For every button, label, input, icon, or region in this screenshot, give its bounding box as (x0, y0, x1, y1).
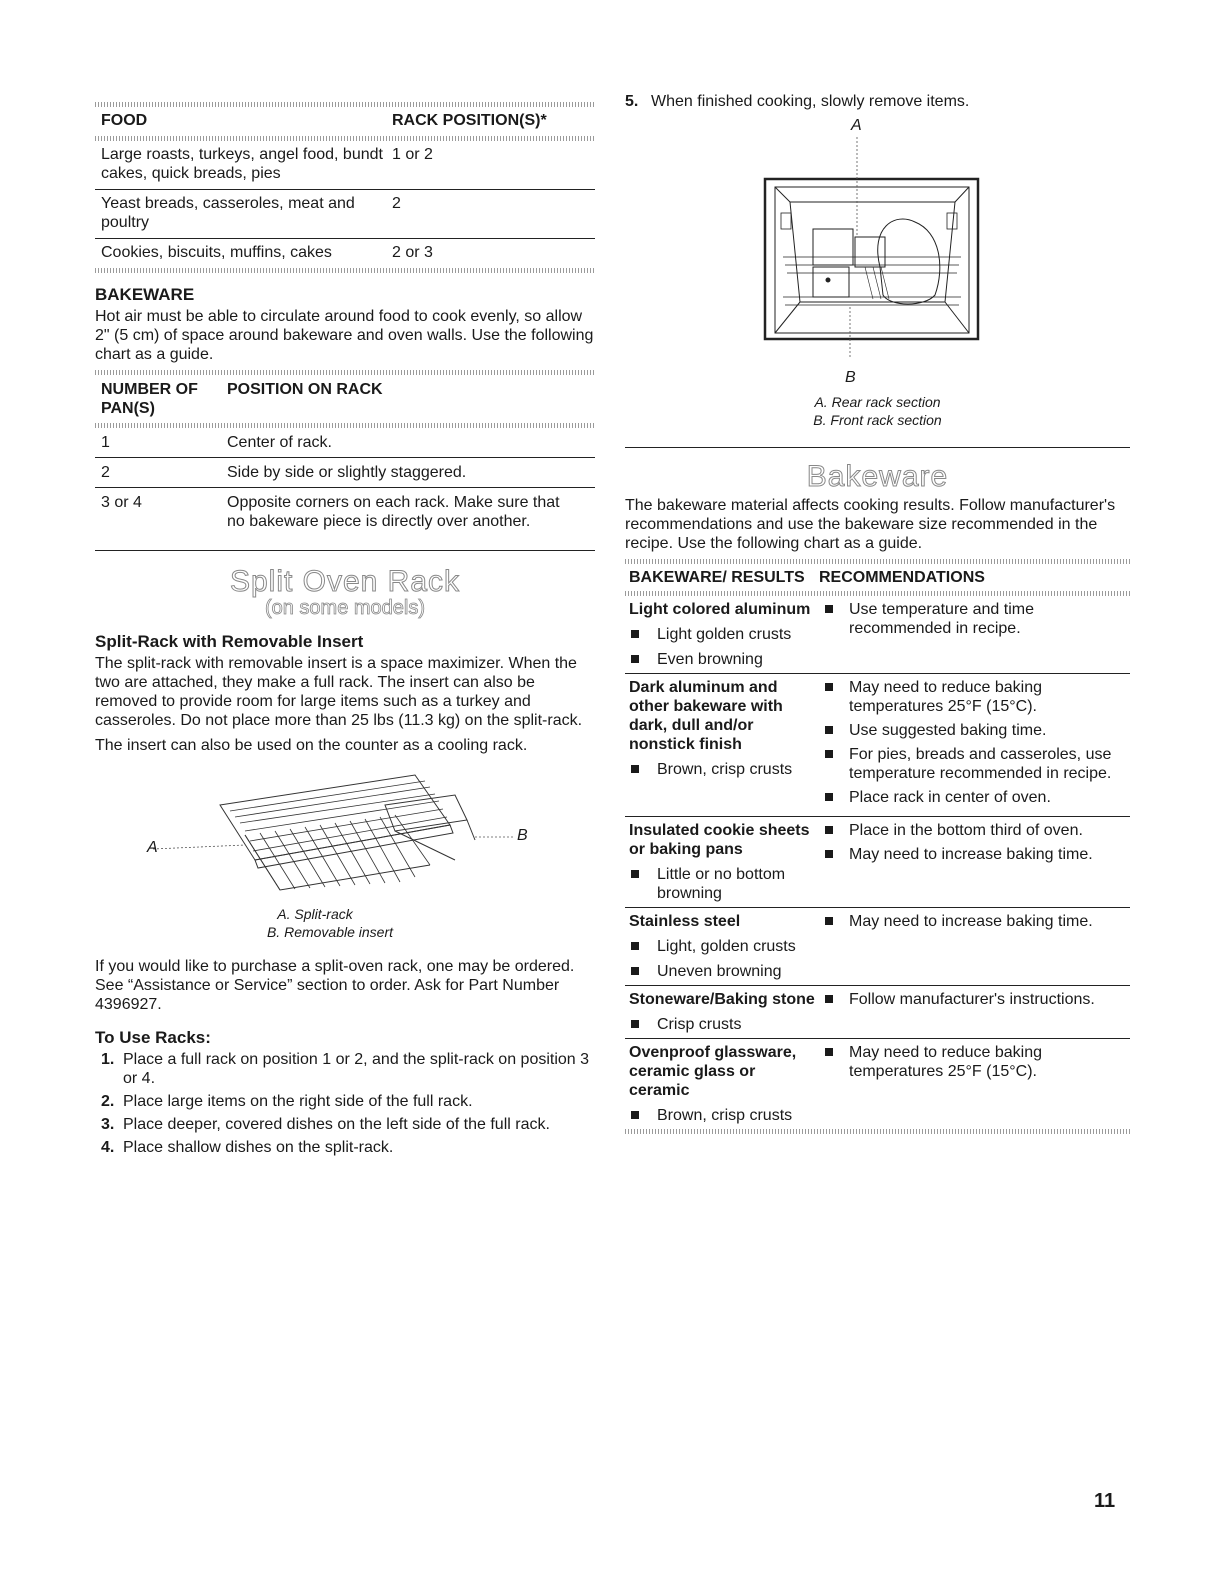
recommendation-bullet: Use temperature and time recommended in recipe. (819, 600, 1130, 638)
list-item (95, 1050, 595, 1088)
rack-position-cell: 2 (386, 190, 595, 239)
result-bullet: Brown, crisp crusts (629, 760, 819, 779)
table-row (625, 817, 1130, 908)
table-row (95, 488, 595, 537)
result-bullet: Little or no bottom browning (629, 865, 819, 903)
table-row (625, 674, 1130, 817)
bakeware-material: Light colored aluminum (629, 601, 811, 618)
table-row (625, 986, 1130, 1039)
split-rack-para-1: The split-rack with removable insert is a space maximizer. When the two are attached, they make a full rack. The insert can also be removed to provide room for large items such as a turkey and casseroles. Do not place more than 25 lbs (11.3 kg) on the split-rack. (95, 655, 583, 729)
table-header-position-on-rack: POSITION ON RACK (227, 381, 383, 398)
step-text: Place deeper, covered dishes on the left side of the full rack. (123, 1116, 550, 1133)
food-cell: Large roasts, turkeys, angel food, bundt cakes, quick breads, pies (95, 141, 386, 190)
bakeware-table-header (625, 564, 1130, 591)
step-number: 2. (101, 1093, 115, 1110)
result-bullet: Brown, crisp crusts (629, 1106, 819, 1125)
result-bullet: Crisp crusts (629, 1015, 819, 1034)
step-number: 4. (101, 1139, 115, 1156)
figure-caption-a: A. Split-rack (277, 906, 353, 922)
list-item (95, 1138, 595, 1157)
table-row (95, 458, 595, 488)
list-item (625, 92, 1130, 111)
bakeware-material: Stoneware/Baking stone (629, 991, 815, 1008)
pan-position-table (95, 375, 595, 423)
position-cell: Side by side or slightly staggered. (221, 458, 595, 488)
figure-label-a: A (147, 839, 158, 856)
table-row (95, 239, 595, 269)
list-item (95, 1092, 595, 1111)
result-bullet: Uneven browning (629, 962, 819, 981)
figure-caption-a: A. Rear rack section (814, 394, 941, 410)
figure-label-a: A (851, 117, 862, 134)
split-rack-title: Split Oven Rack (229, 565, 461, 598)
split-rack-figure (95, 765, 595, 905)
figure-label-b: B (517, 827, 528, 844)
pans-cell: 1 (95, 428, 221, 458)
split-rack-para-2: The insert can also be used on the counter as a cooling rack. (95, 737, 528, 754)
recommendation-bullet: Place rack in center of oven. (819, 788, 1130, 807)
table-header-pans: NUMBER OF PAN(S) (101, 381, 198, 417)
oven-figure (625, 117, 1130, 386)
table-row (95, 141, 595, 190)
recommendation-bullet: Follow manufacturer's instructions. (819, 990, 1130, 1009)
bakeware-material: Ovenproof glassware, ceramic glass or ceramic (629, 1044, 797, 1099)
section-divider (95, 550, 595, 551)
table-header-rack-position: RACK POSITION(S)* (392, 112, 547, 129)
result-bullet: Light, golden crusts (629, 937, 819, 956)
food-cell: Cookies, biscuits, muffins, cakes (101, 244, 332, 261)
recommendation-bullet: May need to increase baking time. (819, 845, 1130, 864)
table-bottom-hatch (95, 268, 595, 273)
recommendation-bullet: For pies, breads and casseroles, use temperature recommended in recipe. (819, 745, 1130, 783)
list-item (95, 1115, 595, 1134)
result-bullet: Light golden crusts (629, 625, 819, 644)
table-header-bakeware-results: BAKEWARE/ RESULTS (629, 569, 805, 586)
table-row (95, 428, 595, 458)
use-racks-steps (95, 1050, 595, 1157)
bakeware-table (625, 596, 1130, 1129)
right-column (625, 92, 1130, 1134)
left-column (95, 92, 595, 1161)
step-text: When finished cooking, slowly remove items. (651, 93, 970, 110)
table-row (625, 596, 1130, 674)
figure-label-b: B (845, 369, 856, 386)
recommendation-bullet: Place in the bottom third of oven. (819, 821, 1130, 840)
use-racks-steps-continued (625, 92, 1130, 111)
bakeware-section-intro: The bakeware material affects cooking results. Follow manufacturer's recommendations and use the bakeware size recommended in the recipe. Use the following chart as a guide. (625, 497, 1116, 552)
table-header-food: FOOD (101, 112, 148, 129)
step-text: Place large items on the right side of the full rack. (123, 1093, 473, 1110)
recommendation-bullet: Use suggested baking time. (819, 721, 1130, 740)
split-rack-subtitle: (on some models) (264, 597, 426, 619)
result-bullet: Even browning (629, 650, 819, 669)
step-text: Place a full rack on position 1 or 2, and the split-rack on position 3 or 4. (123, 1051, 590, 1087)
bakeware-material: Dark aluminum and other bakeware with dark, dull and/or nonstick finish (629, 679, 783, 753)
food-rack-table-body (95, 141, 595, 268)
rack-position-cell: 2 or 3 (392, 244, 433, 261)
bakeware-heading: BAKEWARE (95, 285, 195, 304)
figure-caption-b: B. Removable insert (266, 924, 394, 940)
recommendation-bullet: May need to reduce baking temperatures 25°F (15°C). (819, 678, 1130, 716)
recommendation-bullet: May need to reduce baking temperatures 25°F (15°C). (819, 1043, 1130, 1081)
bakeware-material: Stainless steel (629, 913, 741, 930)
bakeware-material: Insulated cookie sheets or baking pans (629, 822, 810, 858)
step-number: 3. (101, 1116, 115, 1133)
table-bottom-hatch (625, 1129, 1130, 1134)
split-rack-subheading: Split-Rack with Removable Insert (95, 632, 364, 651)
table-header-recommendations: RECOMMENDATIONS (819, 569, 985, 586)
rack-position-cell: 1 or 2 (386, 141, 595, 190)
step-text: Place shallow dishes on the split-rack. (123, 1139, 394, 1156)
recommendation-bullet: May need to increase baking time. (819, 912, 1130, 931)
page-number: 11 (1094, 1490, 1116, 1512)
step-number: 5. (625, 93, 639, 110)
table-row (625, 1039, 1130, 1130)
split-rack-para-3: If you would like to purchase a split-oven rack, one may be ordered. See “Assistance or Service” section to order. Ask for Part Number 4396927. (95, 958, 575, 1013)
food-cell: Yeast breads, casseroles, meat and poultry (95, 190, 386, 239)
use-racks-heading: To Use Racks: (95, 1028, 211, 1047)
pans-cell: 2 (95, 458, 221, 488)
figure-caption-b: B. Front rack section (813, 412, 942, 428)
section-divider (625, 447, 1130, 448)
food-rack-table (95, 107, 595, 136)
oven-illustration-icon (625, 117, 1130, 367)
table-row (625, 908, 1130, 986)
pan-position-table-body (95, 428, 595, 536)
bakeware-intro: Hot air must be able to circulate around food to cook evenly, so allow 2" (5 cm) of space around bakeware and oven walls. Use the following chart as a guide. (95, 308, 594, 363)
table-row (95, 190, 595, 239)
step-number: 1. (101, 1051, 115, 1068)
position-cell: Center of rack. (221, 428, 595, 458)
bakeware-title: Bakeware (806, 460, 949, 493)
pans-cell: 3 or 4 (101, 494, 142, 511)
position-cell: Opposite corners on each rack. Make sure that no bakeware piece is directly over another. (227, 494, 560, 530)
